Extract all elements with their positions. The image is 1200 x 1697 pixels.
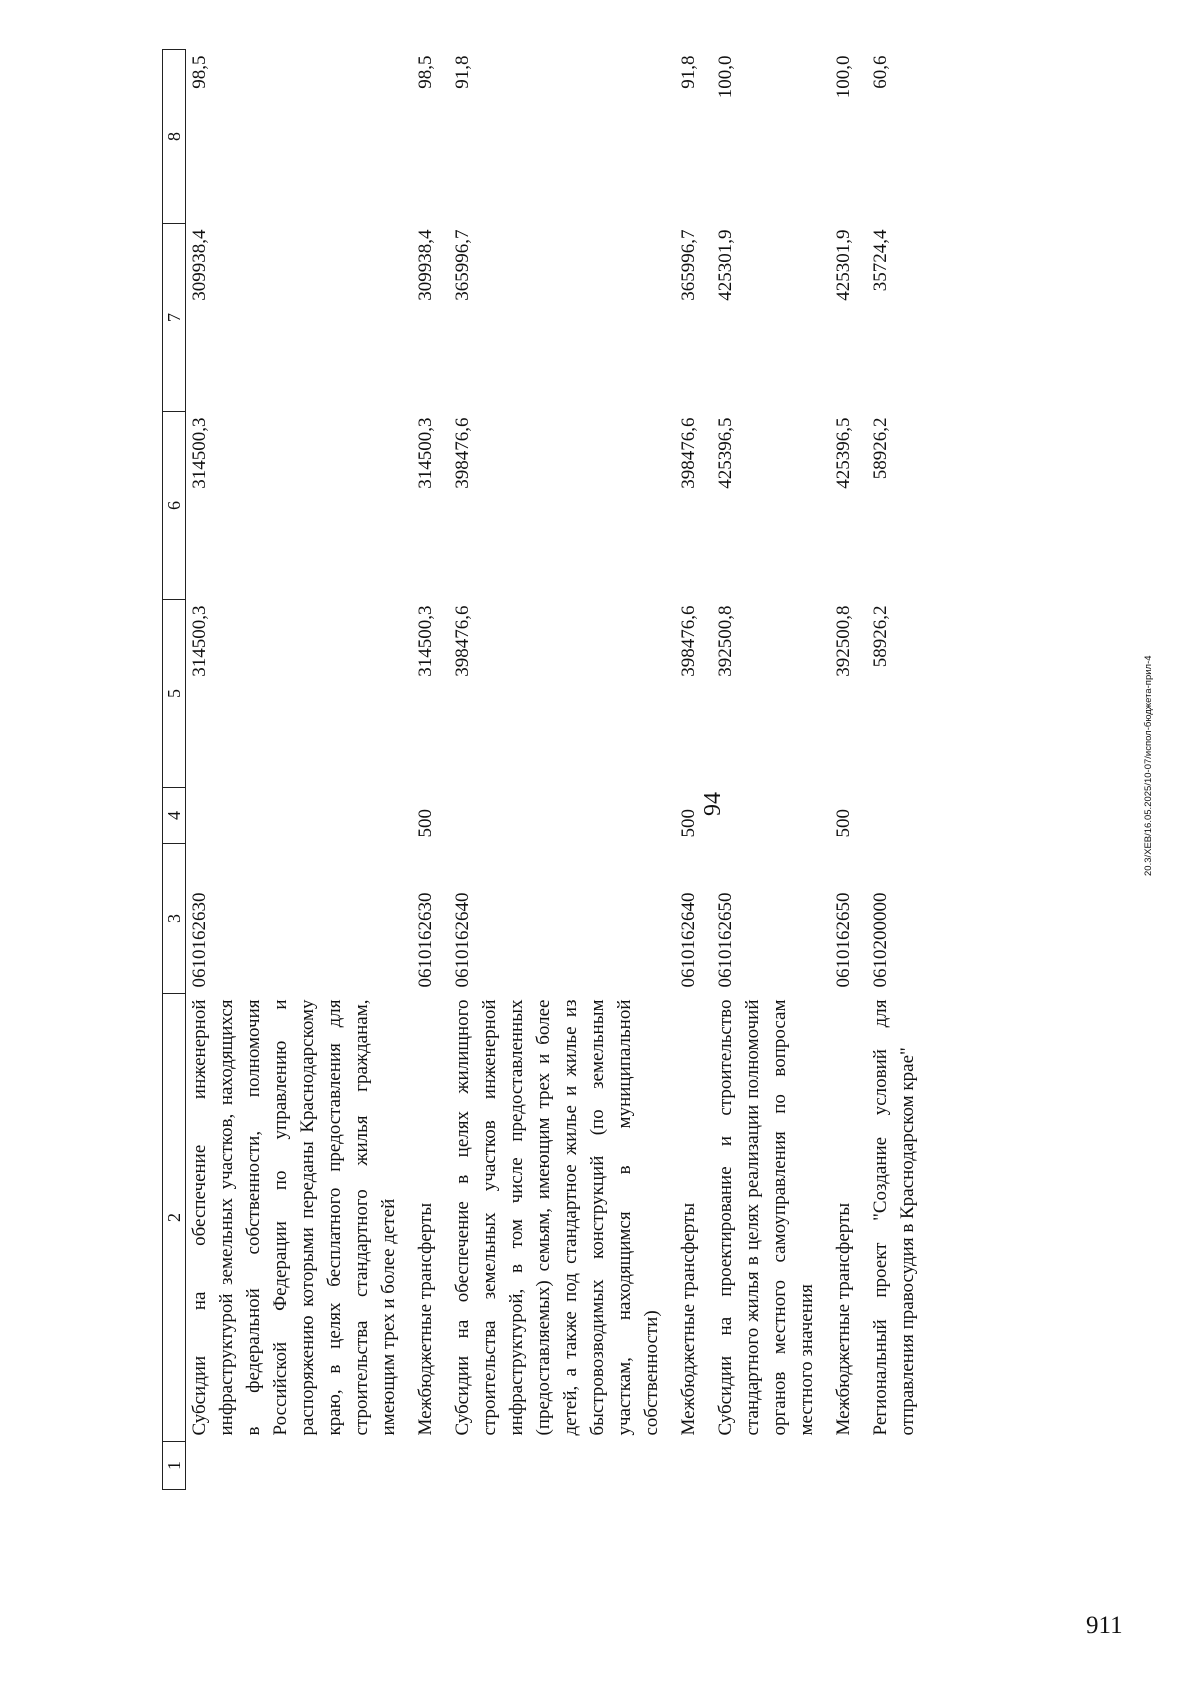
row-code: 0610162630 <box>415 892 436 988</box>
row-type <box>449 788 675 844</box>
row-col1-cell <box>712 1442 830 1490</box>
header-col-5: 5 <box>163 600 186 788</box>
table-row <box>412 50 449 1490</box>
row-code: 0610162650 <box>833 892 854 988</box>
row-col5: 58926,2 <box>870 605 891 668</box>
row-description: Региональный проект "Создание условий для отправления правосудия в Краснодарском крае" <box>870 999 918 1436</box>
bottom-page-number: 911 <box>1086 1612 1123 1639</box>
row-col6: 58926,2 <box>870 417 891 480</box>
row-col6: 425396,5 <box>715 417 736 489</box>
header-col-4: 4 <box>163 788 186 844</box>
row-col8: 100,0 <box>833 55 854 99</box>
budget-table <box>162 49 921 1490</box>
row-col7: 365996,7 <box>678 229 699 301</box>
row-col1-cell <box>186 1442 413 1490</box>
row-col1-cell <box>830 1442 867 1490</box>
row-col6: 398476,6 <box>678 417 699 489</box>
row-col8: 98,5 <box>415 55 436 89</box>
row-code: 0610162640 <box>452 892 473 988</box>
row-col7: 425301,9 <box>715 229 736 301</box>
row-code: 0610162640 <box>678 892 699 988</box>
row-type <box>186 788 413 844</box>
row-col6: 314500,3 <box>415 417 436 489</box>
table-row <box>830 50 867 1490</box>
row-col5: 398476,6 <box>678 605 699 677</box>
row-description: Субсидии на обеспечение инженерной инфраструктурой земельных участков, находящихся в федеральной собственности, полномочия Российской Федерации по управлению и распоряжению которыми переданы Краснодарскому краю, в целях бесплатного предоставления для строительства стандартного жилья гражданам, имеющим трех и более детей <box>189 999 399 1436</box>
rotated-budget-sheet <box>162 50 1062 1490</box>
row-col5: 392500,8 <box>715 605 736 677</box>
table-row <box>867 50 921 1490</box>
row-col5: 398476,6 <box>452 605 473 677</box>
table-row <box>675 50 712 1490</box>
row-type: 500 <box>415 809 436 838</box>
row-col7: 309938,4 <box>415 229 436 301</box>
table-row <box>712 50 830 1490</box>
row-code: 0610200000 <box>870 892 891 988</box>
row-col6: 314500,3 <box>189 417 210 489</box>
row-type <box>712 788 830 844</box>
row-code: 0610162630 <box>189 892 210 988</box>
row-description: Субсидии на обеспечение в целях жилищного строительства земельных участков инженерной инфраструктурой, в том числе предоставленных (предоставляемых) семьям, имеющим трех и более детей, а также под стандартное жилье и жилье из быстровозводимых конструкций (по земельным участкам, находящимся в муниципальной собственности) <box>452 999 662 1436</box>
header-col-2: 2 <box>163 994 186 1442</box>
row-col8: 91,8 <box>452 55 473 89</box>
row-description: Межбюджетные трансферты <box>678 1202 699 1436</box>
row-code: 0610162650 <box>715 892 736 988</box>
row-col8: 98,5 <box>189 55 210 89</box>
row-type: 500 <box>678 809 699 838</box>
row-description: Субсидии на проектирование и строительство стандартного жилья в целях реализации полномочий органов местного самоуправления по вопросам местного значения <box>715 999 817 1436</box>
page-number: 94 <box>700 792 726 816</box>
table-row <box>186 50 413 1490</box>
row-col8: 60,6 <box>870 55 891 89</box>
row-description: Межбюджетные трансферты <box>833 1202 854 1436</box>
row-col7: 425301,9 <box>833 229 854 301</box>
row-type <box>867 788 921 844</box>
row-col5: 392500,8 <box>833 605 854 677</box>
header-col-1: 1 <box>163 1442 186 1490</box>
row-col7: 365996,7 <box>452 229 473 301</box>
row-col1-cell <box>449 1442 675 1490</box>
row-col8: 100,0 <box>715 55 736 99</box>
header-row <box>163 50 186 1490</box>
header-col-3: 3 <box>163 844 186 994</box>
row-col6: 425396,5 <box>833 417 854 489</box>
row-col7: 35724,4 <box>870 229 891 292</box>
row-col7: 309938,4 <box>189 229 210 301</box>
row-col1-cell <box>412 1442 449 1490</box>
row-col8: 91,8 <box>678 55 699 89</box>
row-col6: 398476,6 <box>452 417 473 489</box>
header-col-6: 6 <box>163 412 186 600</box>
row-type: 500 <box>833 809 854 838</box>
header-col-8: 8 <box>163 50 186 224</box>
row-col1-cell <box>867 1442 921 1490</box>
row-col5: 314500,3 <box>415 605 436 677</box>
row-col1-cell <box>675 1442 712 1490</box>
header-col-7: 7 <box>163 224 186 412</box>
row-description: Межбюджетные трансферты <box>415 1202 436 1436</box>
table-row <box>449 50 675 1490</box>
row-col5: 314500,3 <box>189 605 210 677</box>
document-footer-code: 20.3/XEB/16.05.2025/10-07/испол-бюджета-прил-4 <box>1143 655 1154 876</box>
